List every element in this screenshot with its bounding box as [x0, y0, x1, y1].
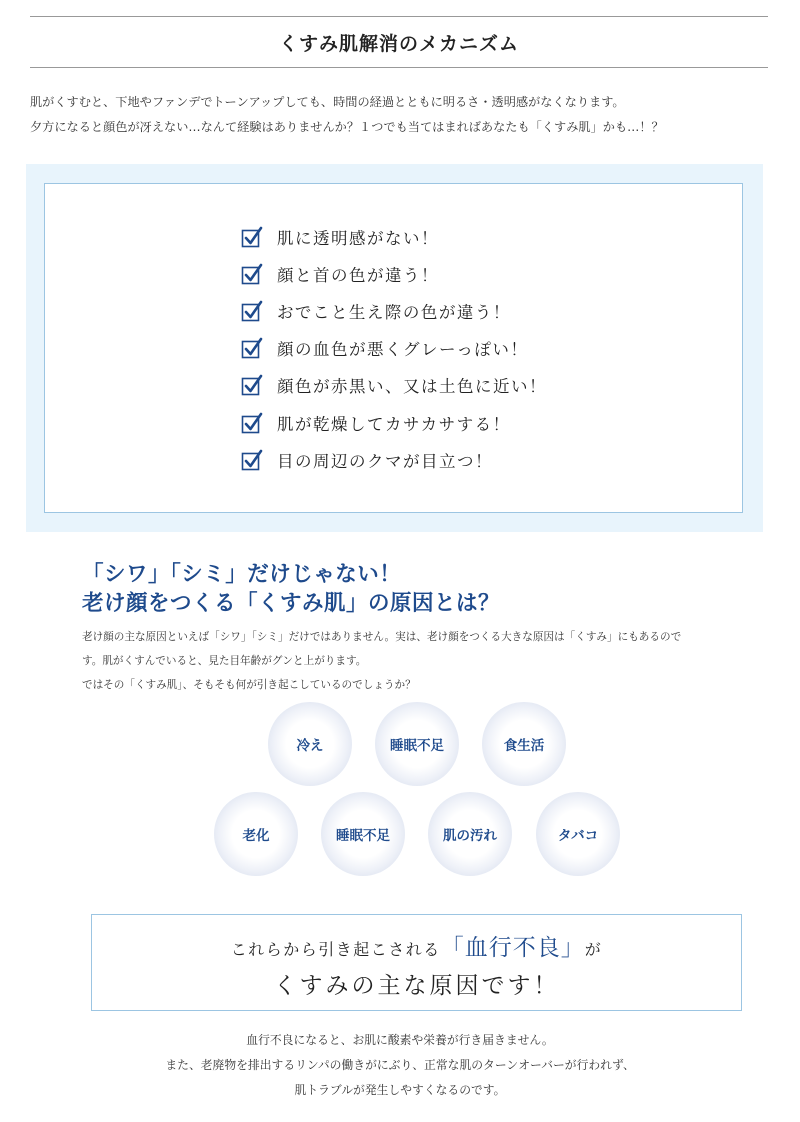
closing-text [0, 1028, 800, 1103]
checklist-label: 顔と首の色が違う！ [277, 265, 439, 285]
cause-bubble [482, 702, 566, 786]
intro-line: 夕方になると顔色が冴えない…なんて経験はありませんか？１つでも当てはまればあなたも「くすみ肌」かも…！？ [30, 120, 664, 134]
checklist-item [241, 404, 547, 441]
checklist-label: 目の周辺のクマが目立つ！ [277, 451, 493, 471]
callout-emphasis: 「血行不良」 [440, 935, 585, 961]
cause-text-line: ではその「くすみ肌」、そもそも何が引き起こしているのでしょうか？ [82, 679, 416, 691]
cause-bubble-label: 老化 [242, 828, 270, 844]
cause-bubble-label: 冷え [296, 738, 324, 754]
checklist-item [241, 292, 547, 329]
cause-bubble-label: タバコ [557, 828, 599, 844]
checkbox-checked-icon [241, 374, 263, 396]
cause-bubble-label: 睡眠不足 [336, 828, 390, 844]
intro-line: 肌がくすむと、下地やファンデでトーンアップしても、時間の経過とともに明るさ・透明感がなくなります。 [30, 95, 625, 109]
cause-text-line: 老け顔の主な原因といえば「シワ」「シミ」だけではありません。実は、老け顔をつくる大きな原因は「くすみ」にもあるので [82, 631, 682, 643]
callout-post: が [584, 940, 603, 959]
checklist-item [241, 441, 547, 478]
callout-line [92, 929, 741, 962]
closing-line: 肌トラブルが発生しやすくなるのです。 [294, 1083, 506, 1097]
checklist-item [241, 255, 547, 292]
cause-bubble [214, 792, 298, 876]
cause-bubble [428, 792, 512, 876]
cause-bubble [268, 702, 352, 786]
checkbox-checked-icon [241, 263, 263, 285]
checkbox-checked-icon [241, 226, 263, 248]
cause-bubble-label: 食生活 [503, 738, 545, 754]
checklist-label: 顔色が赤黒い、又は土色に近い！ [277, 377, 547, 397]
checklist-box [44, 183, 743, 513]
callout-conclusion: くすみの主な原因です！ [273, 973, 560, 999]
intro-text [30, 90, 780, 140]
cause-heading-line: 「シワ」「シミ」だけじゃない！ [82, 562, 402, 587]
checklist-label: 顔の血色が悪くグレーっぽい！ [277, 340, 529, 360]
checklist-item [241, 218, 547, 255]
checkbox-checked-icon [241, 300, 263, 322]
checkbox-checked-icon [241, 449, 263, 471]
conclusion-callout [91, 914, 742, 1011]
cause-bubble [536, 792, 620, 876]
checklist-label: 肌が乾燥してカサカサする！ [277, 414, 511, 434]
cause-text-line: す。肌がくすんでいると、見た目年齢がグンと上がります。 [82, 655, 367, 667]
checklist [241, 218, 547, 478]
callout-pre: これらから引き起こされる [230, 940, 441, 959]
checkbox-checked-icon [241, 337, 263, 359]
checklist-label: おでこと生え際の色が違う！ [277, 302, 511, 322]
section-title-bar [30, 16, 768, 68]
cause-heading [82, 560, 500, 618]
section-title: くすみ肌解消のメカニズム [278, 32, 519, 55]
closing-line: 血行不良になると、お肌に酸素や栄養が行き届きません。 [246, 1033, 554, 1047]
cause-bubble-label: 睡眠不足 [390, 738, 444, 754]
checklist-panel [26, 164, 763, 532]
checklist-item [241, 330, 547, 367]
checkbox-checked-icon [241, 412, 263, 434]
cause-heading-line: 老け顔をつくる「くすみ肌」の原因とは？ [82, 591, 501, 616]
cause-bubble [375, 702, 459, 786]
checklist-item [241, 367, 547, 404]
cause-bubble [321, 792, 405, 876]
cause-bubble-label: 肌の汚れ [443, 828, 497, 844]
closing-line: また、老廃物を排出するリンパの働きがにぶり、正常な肌のターンオーバーが行われず、 [165, 1058, 635, 1072]
checklist-label: 肌に透明感がない！ [277, 228, 439, 248]
cause-text [82, 625, 782, 697]
